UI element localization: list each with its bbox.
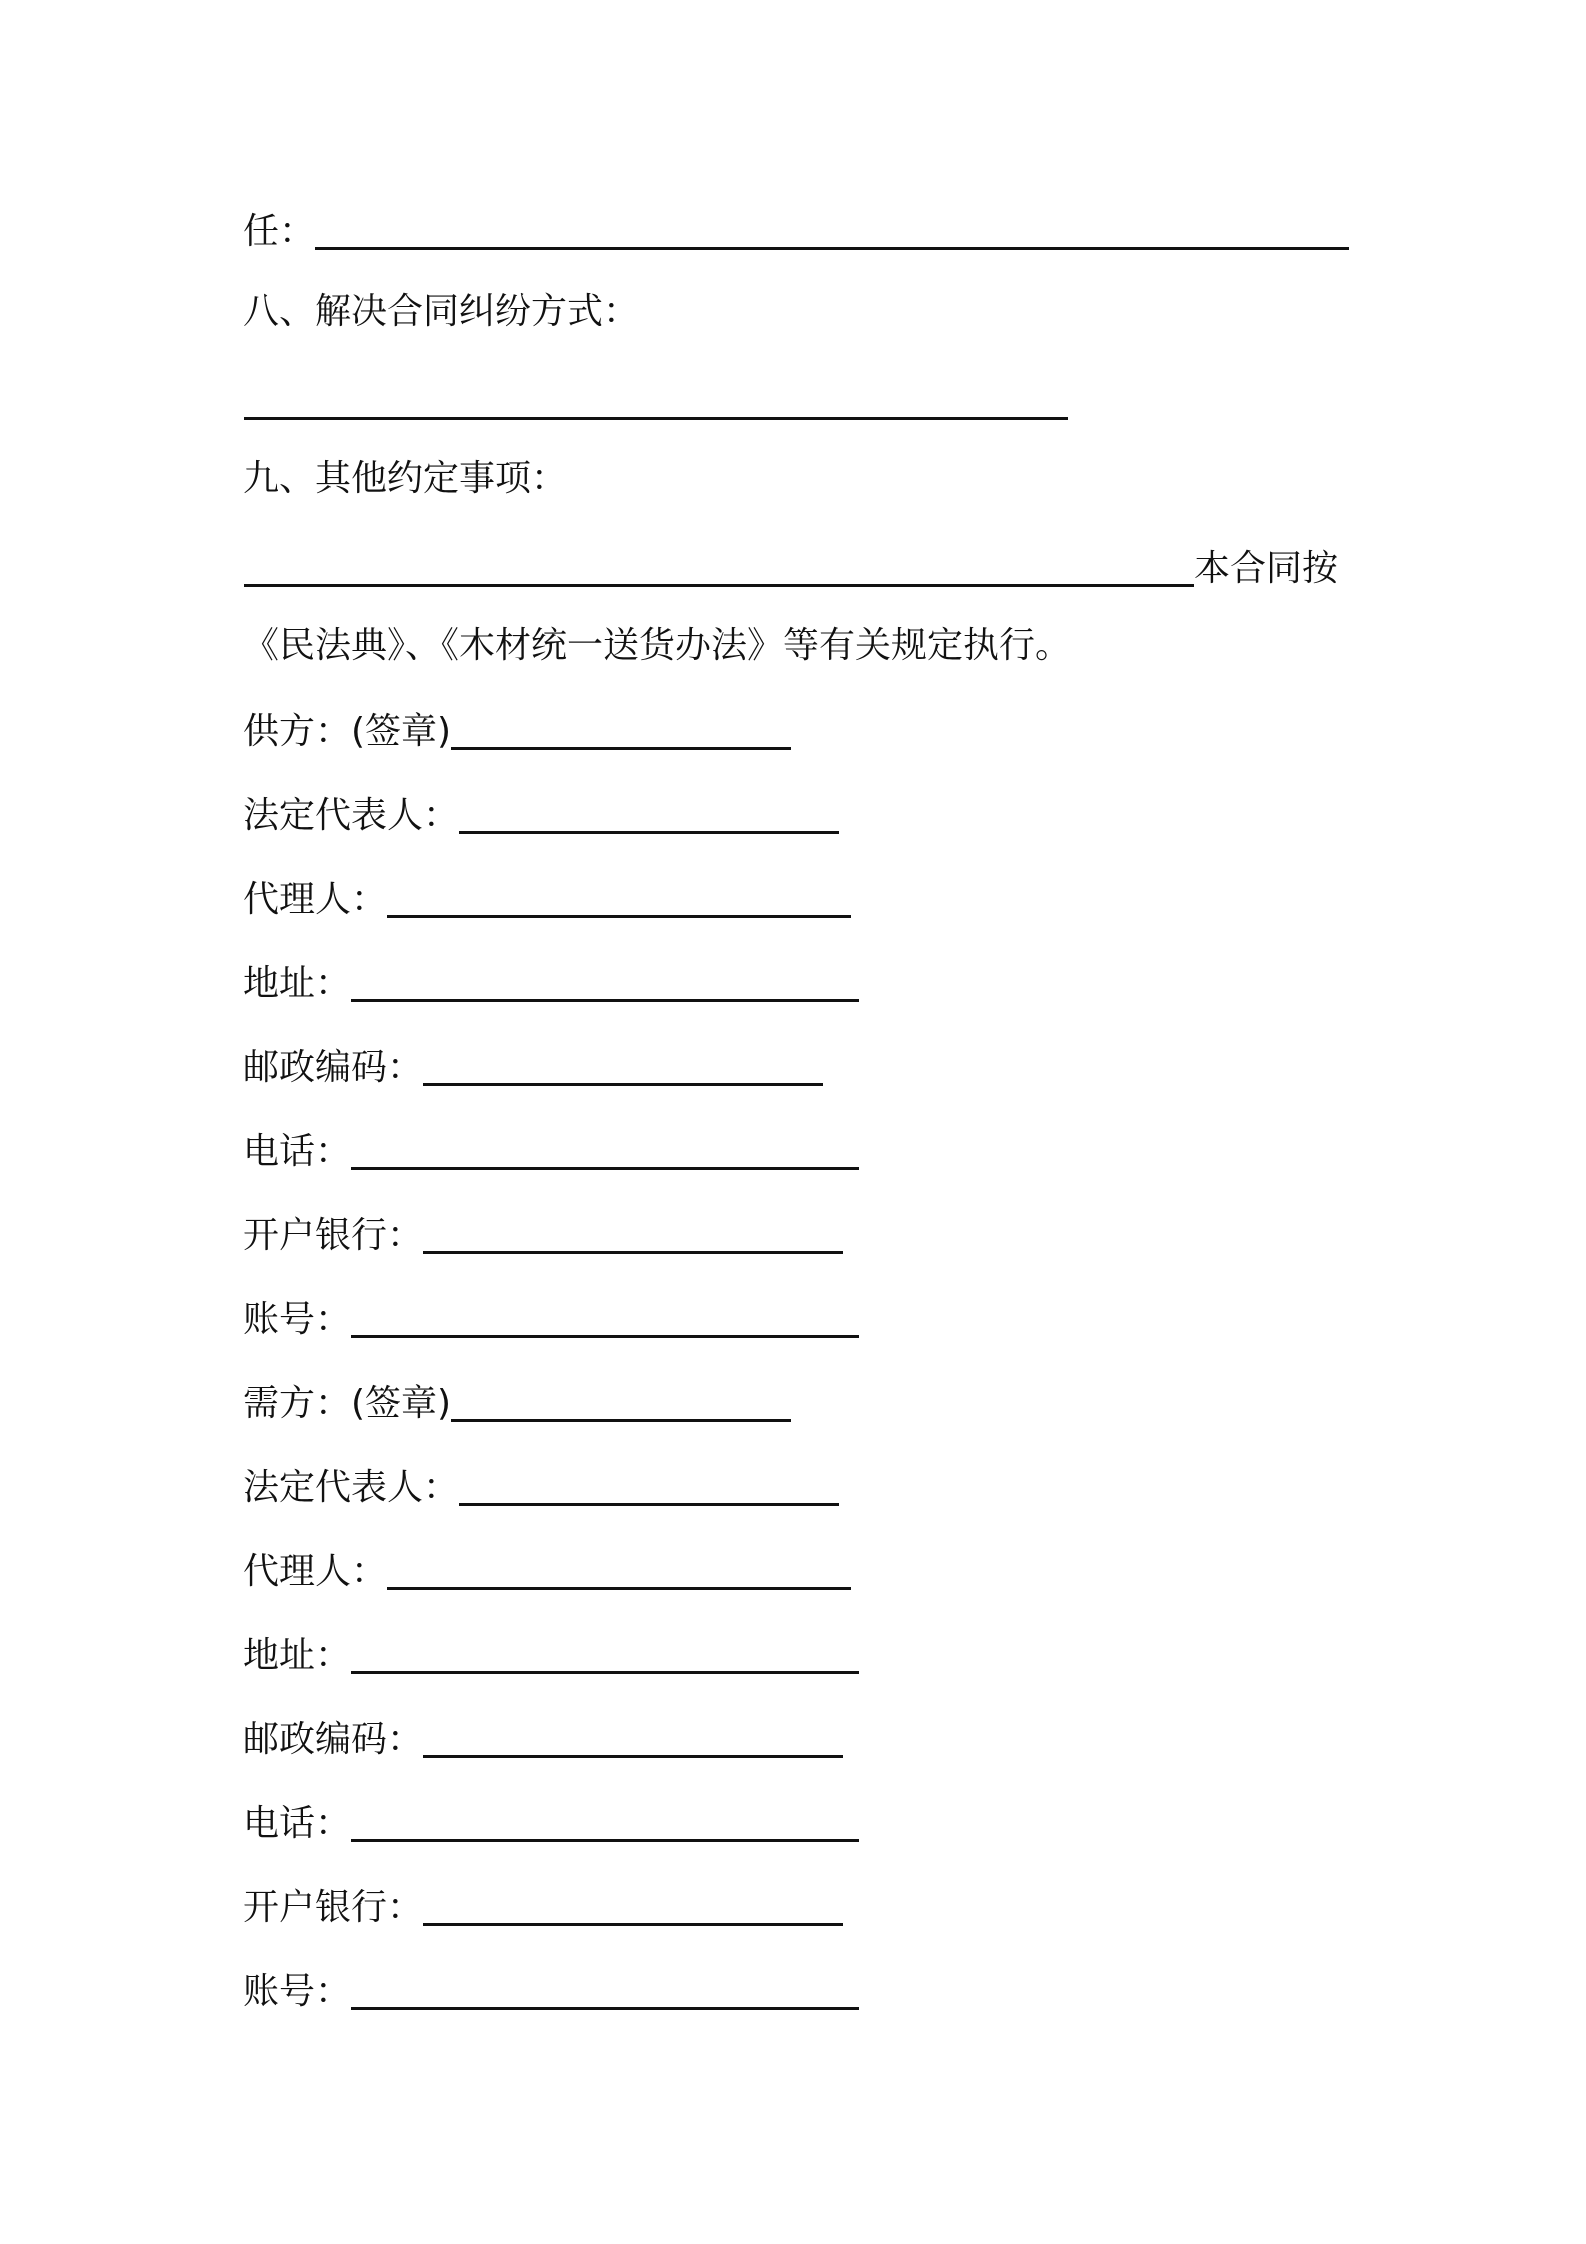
buyer-postcode-line xyxy=(243,1716,843,1764)
supplier-bank-blank[interactable] xyxy=(423,1251,843,1254)
supplier-postcode-blank[interactable] xyxy=(423,1083,823,1086)
buyer-address-line xyxy=(243,1632,859,1680)
section-8-heading xyxy=(243,288,639,336)
section-8-blank-line xyxy=(244,378,1068,426)
buyer-phone-line xyxy=(243,1800,859,1848)
supplier-agent-blank[interactable] xyxy=(387,915,851,918)
supplier-legal-rep-line xyxy=(243,792,839,840)
buyer-agent-blank[interactable] xyxy=(387,1587,851,1590)
supplier-postcode-label: 邮政编码： xyxy=(243,1047,424,1088)
supplier-bank-line xyxy=(243,1212,843,1260)
supplier-legal-rep-label: 法定代表人： xyxy=(243,795,460,836)
supplier-account-label: 账号： xyxy=(243,1299,352,1340)
buyer-phone-label: 电话： xyxy=(243,1803,352,1844)
supplier-account-line xyxy=(243,1296,859,1344)
supplier-address-line xyxy=(243,960,859,1008)
buyer-account-label: 账号： xyxy=(243,1971,352,2012)
supplier-phone-line xyxy=(243,1128,859,1176)
buyer-bank-line xyxy=(243,1884,843,1932)
section-9-blank[interactable] xyxy=(244,584,1194,587)
supplier-party-line xyxy=(243,708,791,756)
buyer-party-label: 需方：(签章) xyxy=(243,1383,452,1424)
supplier-phone-label: 电话： xyxy=(243,1131,352,1172)
section-9-blank-line xyxy=(244,545,1338,593)
clause-continuation xyxy=(243,622,1071,670)
section-9-heading-text: 九、其他约定事项： xyxy=(243,458,568,499)
clause-tail-text: 本合同按 xyxy=(1194,548,1339,589)
buyer-bank-label: 开户银行： xyxy=(243,1887,424,1928)
buyer-legal-rep-line xyxy=(243,1464,839,1512)
supplier-bank-label: 开户银行： xyxy=(243,1215,424,1256)
responsibility-line xyxy=(243,208,1349,256)
responsibility-label: 任： xyxy=(243,211,316,252)
responsibility-blank[interactable] xyxy=(315,247,1349,250)
clause-continuation-text: 《民法典》、《木材统一送货办法》等有关规定执行。 xyxy=(243,625,1072,666)
section-8-heading-text: 八、解决合同纠纷方式： xyxy=(243,291,640,332)
buyer-bank-blank[interactable] xyxy=(423,1923,843,1926)
section-9-heading xyxy=(243,455,567,503)
supplier-account-blank[interactable] xyxy=(351,1335,859,1338)
section-8-blank[interactable] xyxy=(244,417,1068,420)
supplier-phone-blank[interactable] xyxy=(351,1167,859,1170)
buyer-agent-label: 代理人： xyxy=(243,1551,388,1592)
buyer-party-blank[interactable] xyxy=(451,1419,791,1422)
buyer-legal-rep-label: 法定代表人： xyxy=(243,1467,460,1508)
buyer-phone-blank[interactable] xyxy=(351,1839,859,1842)
buyer-account-blank[interactable] xyxy=(351,2007,859,2010)
supplier-address-label: 地址： xyxy=(243,963,352,1004)
supplier-party-blank[interactable] xyxy=(451,747,791,750)
buyer-address-label: 地址： xyxy=(243,1635,352,1676)
buyer-account-line xyxy=(243,1968,859,2016)
buyer-address-blank[interactable] xyxy=(351,1671,859,1674)
buyer-agent-line xyxy=(243,1548,851,1596)
supplier-party-label: 供方：(签章) xyxy=(243,711,452,752)
buyer-postcode-label: 邮政编码： xyxy=(243,1719,424,1760)
buyer-legal-rep-blank[interactable] xyxy=(459,1503,839,1506)
supplier-address-blank[interactable] xyxy=(351,999,859,1002)
supplier-postcode-line xyxy=(243,1044,823,1092)
supplier-agent-label: 代理人： xyxy=(243,879,388,920)
buyer-postcode-blank[interactable] xyxy=(423,1755,843,1758)
buyer-party-line xyxy=(243,1380,791,1428)
supplier-agent-line xyxy=(243,876,851,924)
supplier-legal-rep-blank[interactable] xyxy=(459,831,839,834)
